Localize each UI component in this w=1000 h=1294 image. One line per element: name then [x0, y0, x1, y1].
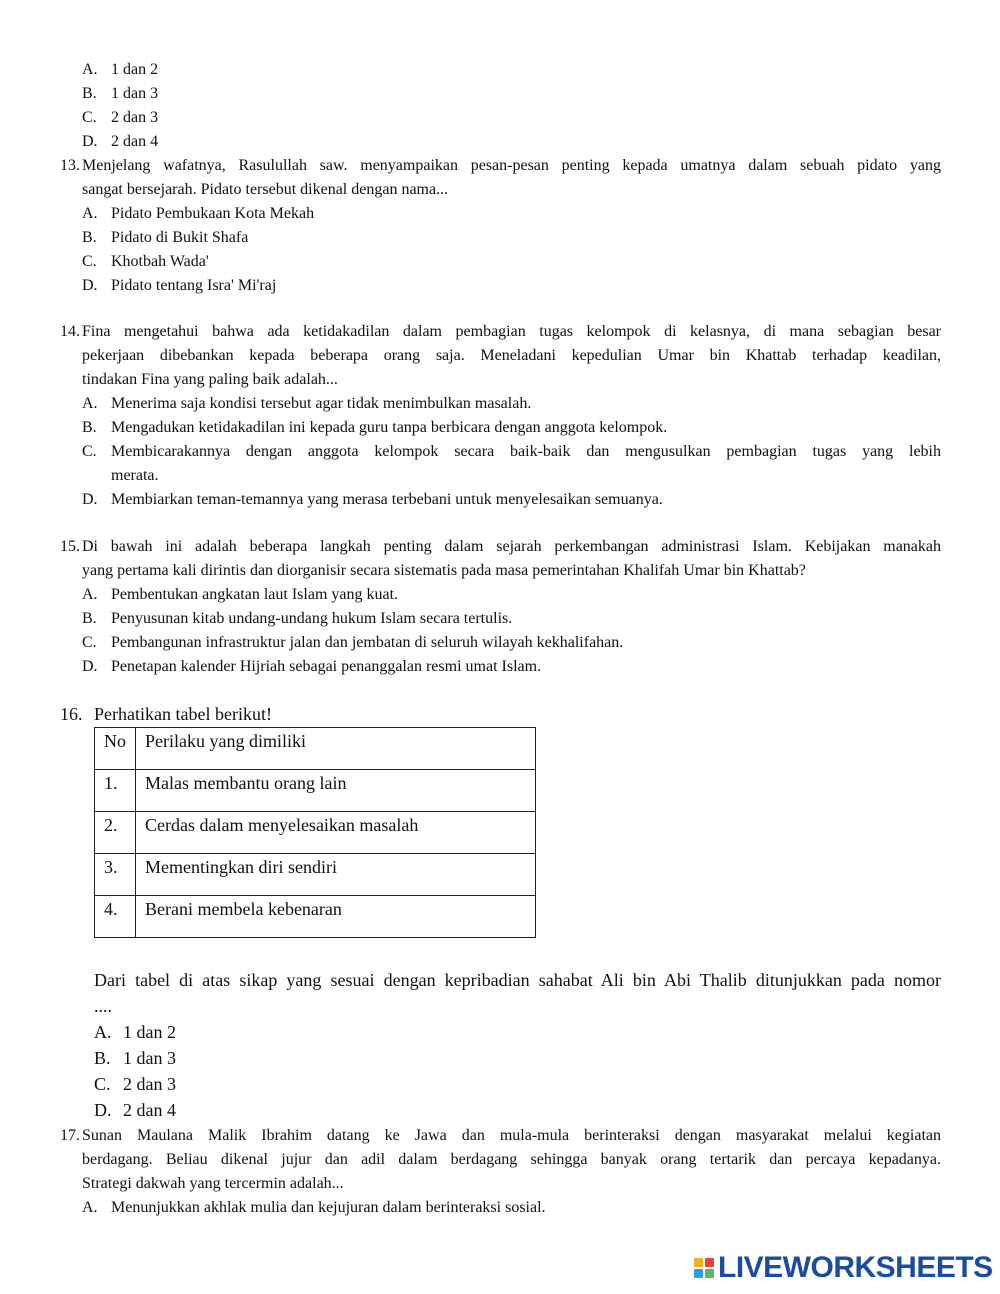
table-row [95, 896, 536, 938]
table-cell-no: 2. [95, 812, 136, 854]
option-text[interactable]: 2 dan 3 [111, 109, 159, 126]
table-row [95, 812, 536, 854]
table-row [95, 854, 536, 896]
option-letter: A. [82, 61, 98, 78]
table-header-behavior: Perilaku yang dimiliki [136, 728, 536, 770]
option-text[interactable]: Pidato Pembukaan Kota Mekah [111, 205, 315, 222]
option-text[interactable]: Pembentukan angkatan laut Islam yang kuat. [111, 586, 399, 603]
option-letter: D. [82, 133, 98, 150]
logo-mark-square [705, 1258, 714, 1267]
question-text: Di bawah ini adalah beberapa langkah penting dalam sejarah perkembangan administrasi Islam. Kebijakan manakah [82, 538, 941, 555]
option-letter: B. [82, 229, 97, 246]
question-text: sangat bersejarah. Pidato tersebut dikenal dengan nama... [82, 181, 449, 198]
behavior-table [94, 727, 536, 938]
liveworksheets-logo[interactable] [694, 1251, 993, 1285]
option-text[interactable]: Penyusunan kitab undang-undang hukum Islam secara tertulis. [111, 610, 513, 627]
question-text: tindakan Fina yang paling baik adalah... [82, 371, 338, 388]
question-number: 15. [60, 538, 80, 555]
logo-mark-square [694, 1258, 703, 1267]
question-number: 16. [60, 704, 83, 724]
question-text: Menjelang wafatnya, Rasulullah saw. menyampaikan pesan-pesan penting kepada umatnya dalam sebuah pidato yang [82, 157, 941, 174]
option-letter: B. [82, 419, 97, 436]
option-text[interactable]: Menunjukkan akhlak mulia dan kejujuran dalam berinteraksi sosial. [111, 1199, 546, 1216]
option-letter: B. [82, 85, 97, 102]
option-text-continued[interactable]: merata. [111, 467, 159, 484]
option-text[interactable]: Membicarakannya dengan anggota kelompok secara baik-baik dan mengusulkan pembagian tugas yang lebih [111, 443, 941, 460]
question-text: yang pertama kali dirintis dan diorganisir secara sistematis pada masa pemerintahan Khalifah Umar bin Khattab? [82, 562, 806, 579]
option-text[interactable]: 1 dan 3 [123, 1048, 176, 1068]
option-letter: C. [94, 1074, 111, 1094]
table-row [95, 770, 536, 812]
question-text: .... [94, 996, 112, 1016]
question-text: berdagang. Beliau dikenal jujur dan adil dalam berdagang sehingga banyak orang tertarik dan percaya kepadanya. [82, 1151, 941, 1168]
logo-mark-square [705, 1269, 714, 1278]
table-cell-behavior: Malas membantu orang lain [136, 770, 536, 812]
table-cell-no: 1. [95, 770, 136, 812]
option-text[interactable]: Membiarkan teman-temannya yang merasa terbebani untuk menyelesaikan semuanya. [111, 491, 663, 508]
option-letter: C. [82, 253, 97, 270]
option-text[interactable]: 2 dan 3 [123, 1074, 176, 1094]
option-letter: A. [82, 1199, 98, 1216]
question-text: Dari tabel di atas sikap yang sesuai dengan kepribadian sahabat Ali bin Abi Thalib ditunjukkan pada nomor [94, 970, 941, 990]
option-text[interactable]: Khotbah Wada' [111, 253, 209, 270]
table-cell-behavior: Berani membela kebenaran [136, 896, 536, 938]
table-cell-no: 4. [95, 896, 136, 938]
option-letter: C. [82, 109, 97, 126]
option-letter: B. [82, 610, 97, 627]
question-text: Sunan Maulana Malik Ibrahim datang ke Jawa dan mula-mula berinteraksi dengan masyarakat melalui kegiatan [82, 1127, 941, 1144]
table-cell-behavior: Mementingkan diri sendiri [136, 854, 536, 896]
option-text[interactable]: Pidato tentang Isra' Mi'raj [111, 277, 277, 294]
question-number: 14. [60, 323, 80, 340]
option-letter: D. [82, 658, 98, 675]
table-cell-no: 3. [95, 854, 136, 896]
option-text[interactable]: 1 dan 2 [111, 61, 159, 78]
option-text[interactable]: Menerima saja kondisi tersebut agar tidak menimbulkan masalah. [111, 395, 532, 412]
option-letter: C. [82, 443, 97, 460]
option-letter: B. [94, 1048, 111, 1068]
option-text[interactable]: 1 dan 3 [111, 85, 159, 102]
table-cell-behavior: Cerdas dalam menyelesaikan masalah [136, 812, 536, 854]
option-text[interactable]: Pembangunan infrastruktur jalan dan jembatan di seluruh wilayah kekhalifahan. [111, 634, 624, 651]
question-text: Strategi dakwah yang tercermin adalah... [82, 1175, 344, 1192]
option-letter: D. [94, 1100, 112, 1120]
option-text[interactable]: 1 dan 2 [123, 1022, 176, 1042]
question-text: pekerjaan dibebankan kepada beberapa orang saja. Meneladani kepedulian Umar bin Khattab terhadap keadilan, [82, 347, 941, 364]
table-header-row [95, 728, 536, 770]
option-text[interactable]: Penetapan kalender Hijriah sebagai penanggalan resmi umat Islam. [111, 658, 542, 675]
liveworksheets-logo-icon [694, 1258, 714, 1278]
logo-text: LIVEWORKSHEETS [718, 1251, 993, 1284]
option-letter: A. [82, 395, 98, 412]
logo-mark-square [694, 1269, 703, 1278]
question-number: 13. [60, 157, 80, 174]
option-text[interactable]: 2 dan 4 [111, 133, 159, 150]
option-letter: D. [82, 277, 98, 294]
table-header-no: No [95, 728, 136, 770]
option-letter: A. [94, 1022, 112, 1042]
question-intro: Perhatikan tabel berikut! [94, 704, 272, 724]
question-number: 17. [60, 1127, 80, 1144]
option-letter: A. [82, 205, 98, 222]
option-letter: C. [82, 634, 97, 651]
option-letter: D. [82, 491, 98, 508]
option-text[interactable]: Mengadukan ketidakadilan ini kepada guru tanpa berbicara dengan anggota kelompok. [111, 419, 668, 436]
option-text[interactable]: Pidato di Bukit Shafa [111, 229, 249, 246]
option-text[interactable]: 2 dan 4 [123, 1100, 176, 1120]
question-text: Fina mengetahui bahwa ada ketidakadilan dalam pembagian tugas kelompok di kelasnya, di mana sebagian besar [82, 323, 941, 340]
option-letter: A. [82, 586, 98, 603]
